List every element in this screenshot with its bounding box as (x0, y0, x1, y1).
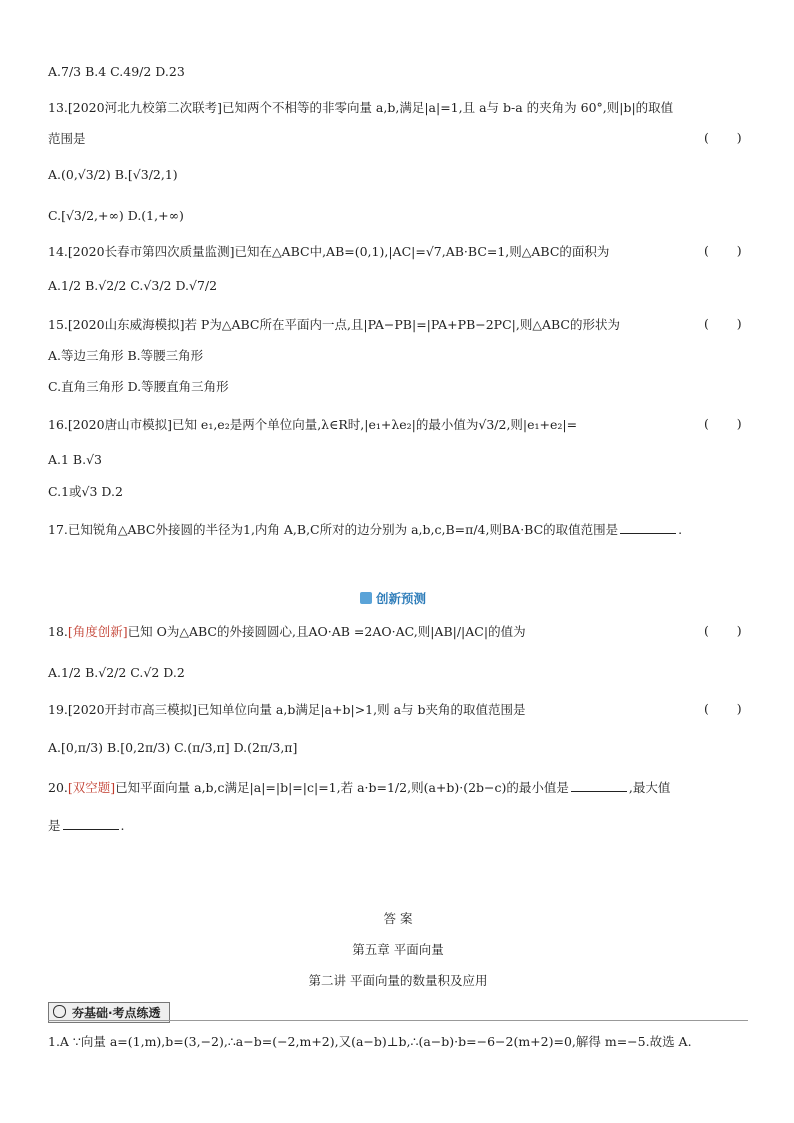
q20-end: . (120, 818, 125, 833)
q18-text: 已知 O为△ABC的外接圆圆心,且AO·AB =2AO·AC,则|AB|/|AC|的值为 (127, 624, 526, 639)
q19-stem: 19.[2020开封市高三模拟]已知单位向量 a,b满足|a+b|>1,则 a与 b夹角的取值范围是 (48, 702, 526, 717)
q14-stem: 14.[2020长春市第四次质量监测]已知在△ABC中,AB=(0,1),|AC|=√7,AB·BC=1,则△ABC的面积为 (48, 244, 610, 259)
q17-end: . (678, 522, 683, 537)
q20-number: 20. (48, 780, 68, 795)
q19-answer-paren: ( ) (704, 701, 742, 716)
pencil-icon (360, 592, 372, 604)
section-badge (360, 589, 426, 607)
q20-text: 已知平面向量 a,b,c满足|a|=|b|=|c|=1,若 a·b=1/2,则(a+b)·(2b−c)的最小值是 (115, 780, 569, 795)
q13-stem-cont: 范围是 (48, 131, 86, 146)
q15-answer-paren: ( ) (704, 316, 742, 331)
answer-1: 1.A ∵向量 a=(1,m),b=(3,−2),∴a−b=(−2,m+2),又(a−b)⊥b,∴(a−b)·b=−6−2(m+2)=0,解得 m=−5.故选 A. (48, 1034, 692, 1049)
q14-answer-paren: ( ) (704, 243, 742, 258)
q18-options: A.1/2 B.√2/2 C.√2 D.2 (48, 665, 185, 680)
q13-stem: 13.[2020河北九校第二次联考]已知两个不相等的非零向量 a,b,满足|a|=1,且 a与 b-a 的夹角为 60°,则|b|的取值 (48, 100, 674, 115)
q13-answer-paren: ( ) (704, 130, 742, 145)
answer-title: 答 案 (383, 911, 413, 926)
q17-answer-blank[interactable] (620, 521, 676, 534)
q12-options: A.7/3 B.4 C.49/2 D.23 (48, 64, 185, 79)
section-tag-label: 夯基础·考点练透 (72, 1006, 161, 1020)
q16-options-ab: A.1 B.√3 (48, 452, 103, 467)
q16-stem: 16.[2020唐山市模拟]已知 e₁,e₂是两个单位向量,λ∈R时,|e₁+λe₂|的最小值为√3/2,则|e₁+e₂|= (48, 417, 578, 432)
q14-options: A.1/2 B.√2/2 C.√3/2 D.√7/2 (48, 278, 218, 293)
q18-number: 18. (48, 624, 68, 639)
q20-cont-text: 是 (48, 818, 61, 833)
q18-answer-paren: ( ) (704, 623, 742, 638)
q20-mid: ,最大值 (628, 780, 671, 795)
q20-stem (48, 779, 670, 797)
q13-options-cd: C.[√3/2,+∞) D.(1,+∞) (48, 208, 184, 223)
q20-tag: [双空题] (67, 780, 116, 795)
q20-min-blank[interactable] (571, 779, 627, 792)
q16-options-cd: C.1或√3 D.2 (48, 484, 123, 499)
q15-options-cd: C.直角三角形 D.等腰直角三角形 (48, 379, 229, 394)
q15-options-ab: A.等边三角形 B.等腰三角形 (48, 348, 204, 363)
lightbulb-icon (53, 1005, 66, 1018)
q18-tag: [角度创新] (67, 624, 128, 639)
q15-stem: 15.[2020山东威海模拟]若 P为△ABC所在平面内一点,且|PA−PB|=|PA+PB−2PC|,则△ABC的形状为 (48, 317, 620, 332)
q20-stem-cont (48, 817, 125, 835)
lecture-title: 第二讲 平面向量的数量积及应用 (308, 973, 488, 988)
chapter-title: 第五章 平面向量 (352, 942, 444, 957)
section-badge-label: 创新预测 (376, 591, 427, 606)
section-divider (48, 1020, 748, 1021)
q18-stem (48, 623, 526, 641)
q13-options-ab: A.(0,√3/2) B.[√3/2,1) (48, 167, 178, 182)
q17-text: 17.已知锐角△ABC外接圆的半径为1,内角 A,B,C所对的边分别为 a,b,c,B=π/4,则BA·BC的取值范围是 (48, 522, 619, 537)
q19-options: A.[0,π/3) B.[0,2π/3) C.(π/3,π] D.(2π/3,π] (48, 740, 298, 755)
q17-stem (48, 521, 682, 539)
q16-answer-paren: ( ) (704, 416, 742, 431)
q20-max-blank[interactable] (63, 817, 119, 830)
